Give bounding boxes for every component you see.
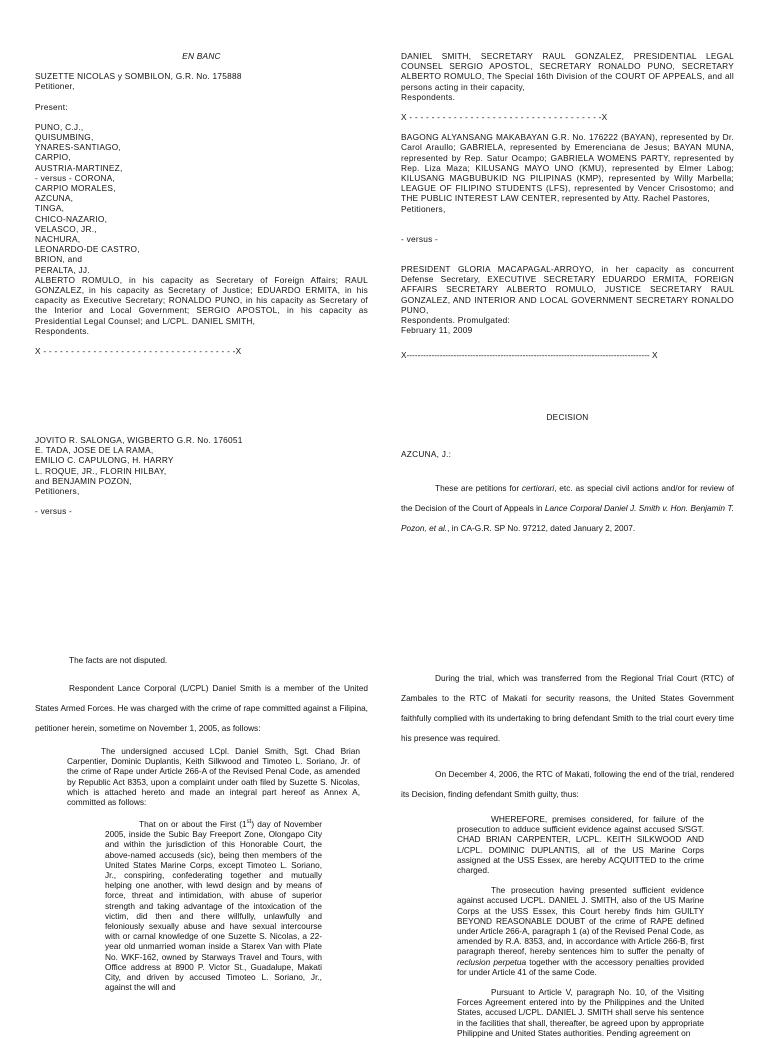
justice-line: CARPIO MORALES, [35, 183, 116, 194]
salonga-line: L. ROQUE, JR., FLORIN HILBAY, [35, 465, 167, 476]
prosecution-text-2: together with the accessory penalties provided for under Article 41 of the same Code. [457, 956, 704, 977]
prosecution-penalty: reclusion perpetua [457, 956, 527, 967]
petitioner-line: SUZETTE NICOLAS y SOMBILON, G.R. No. 175888 [35, 71, 242, 82]
bayan-petitioners-label: Petitioners, [401, 203, 446, 214]
justice-line: YNARES-SANTIAGO, [35, 142, 122, 153]
salonga-block [35, 435, 368, 516]
petitioner-label: Petitioner, [35, 81, 75, 92]
intro-certiorari: certiorari [521, 483, 555, 493]
information-block [105, 817, 322, 992]
intro-case-name: Lance Corporal Daniel J. Smith v. Hon. Benjamin T. Pozon, et al. [401, 503, 734, 533]
justice-line: AZCUNA, [35, 193, 74, 204]
intro-text-1: These are petitions for [435, 483, 522, 493]
bottom-right-column [401, 668, 734, 1038]
present-label: Present: [35, 101, 68, 112]
respondents-label-right: Respondents. [401, 91, 456, 102]
prosecution-paragraph [457, 885, 704, 977]
dispositive-block [457, 814, 704, 1038]
facts-line: The facts are not disputed. [69, 655, 168, 665]
top-left-column [35, 51, 368, 356]
respondents-paragraph: ALBERTO ROMULO, in his capacity as Secretary of Foreign Affairs; RAUL GONZALEZ, in his capacity as Secretary of Justice; EDUARDO ERMITA, in his capacity as Executive Secretary; RONALDO PUNO, in his capacity as Secretary of the Interior and Local Government; SERGIO APOSTOL, in his capacity as Presidential Legal Counsel; and L/CPL. DANIEL SMITH, [35, 274, 368, 326]
bottom-left-column [35, 650, 368, 992]
justice-line: CARPIO, [35, 152, 71, 163]
justice-line: CHICO-NAZARIO, [35, 213, 108, 224]
justice-line: VELASCO, JR., [35, 223, 97, 234]
pursuant-paragraph: Pursuant to Article V, paragraph No. 10, of the Visiting Forces Agreement entered into by the Philippines and the United States, accused L/CPL. DANIEL J. SMITH shall serve his sentence in the facilities that shall, thereafter, be agreed upon by appropriate Philippine and United States authorities. Pending agreement on [457, 987, 704, 1038]
respondents-label: Respondents. [35, 325, 90, 336]
trial-paragraph: During the trial, which was transferred from the Regional Trial Court (RTC) of Zambales to the RTC of Makati for security reasons, the United States Government faithfully complied with its undertaking to bring defendant Smith to the trial court every time his presence was required. [401, 673, 734, 743]
top-right-column [401, 51, 734, 335]
separator-right: X - - - - - - - - - - - - - - - - - - - - - - - - - - - - - - - - - - -X [401, 112, 608, 123]
information-paragraph [105, 817, 322, 992]
respondents-paragraph-right: DANIEL SMITH, SECRETARY RAUL GONZALEZ, PRESIDENTIAL LEGAL COUNSEL SERGIO APOSTOL, SECRETARY RONALDO PUNO, SECRETARY ALBERTO ROMULO, The Special 16th Division of the COURT OF APPEALS, and all persons acting in their capacity, [401, 51, 734, 92]
wherefore-paragraph: WHEREFORE, premises considered, for failure of the prosecution to adduce sufficient evidence against accused S/SGT. CHAD BRIAN CARPENTER, L/CPL. KEITH SILKWOOD AND L/CPL. DOMINIC DUPLANTIS, all of the US Marine Corps assigned at the USS Essex, are hereby ACQUITTED to the crime charged. [457, 814, 704, 876]
info-text-1: That on or about the First (1 [139, 818, 247, 829]
complaint-paragraph: The undersigned accused LCpl. Daniel Smith, Sgt. Chad Brian Carpentier, Dominic Duplantis, Keith Silkwood and Timoteo L. Soriano, Jr. of the crime of Rape under Article 266-A of the Revised Penal Code, as amended by Republic Act 8353, upon a complaint under oath filed by Suzette S. Nicolas, which is attached hereto and made an integral part hereof as Annex A, committed as follows: [67, 746, 360, 808]
salonga-petitioners-list [35, 435, 368, 486]
salonga-line: and BENJAMIN POZON, [35, 475, 132, 486]
justice-line: PERALTA, JJ. [35, 264, 90, 275]
justice-line: PUNO, C.J., [35, 121, 84, 132]
rtc-decision-paragraph: On December 4, 2006, the RTC of Makati, following the end of the trial, rendered its Decision, finding defendant Smith guilty, thus: [401, 769, 734, 799]
justice-line: BRION, and [35, 254, 83, 265]
justice-line: LEONARDO-DE CASTRO, [35, 244, 140, 255]
salonga-line: JOVITO R. SALONGA, WIGBERTO G.R. No. 176051 [35, 435, 243, 445]
complaint-block [67, 746, 360, 807]
info-text-2: ) day of November 2005, inside the Subic Bay Freeport Zone, Olongapo City and within the jurisdiction of this Honorable Court, the above-named accuseds (sic), being then members of the United States Marine Corps, except Timoteo L. Soriano, Jr., conspiring, confederating together and mutually helping one another, with lewd design and by means of force, threat and intimidation, with abuse of superior strength and taking advantage of the intoxication of the victim, did then and there willfully, unlawfully and feloniously sexually abuse and have sexual intercourse with or carnal knowledge of one Suzette S. Nicolas, a 22-year old unmarried woman inside a Starex Van with Plate No. WKF-162, owned by Starways Travel and Tours, with Office address at 8900 P. Victor St., Guadalupe, Makati City, and driven by accused Timoteo L. Soriano, Jr., against the will and [105, 818, 323, 993]
info-superscript: st [246, 819, 252, 826]
ponente: AZCUNA, J.: [401, 449, 452, 459]
salonga-line: EMILIO C. CAPULONG, H. HARRY [35, 455, 174, 466]
salonga-line: E. TADA, JOSE DE LA RAMA, [35, 445, 154, 456]
promulgation-date: February 11, 2009 [401, 325, 473, 336]
bayan-paragraph: BAGONG ALYANSANG MAKABAYAN G.R. No. 176222 (BAYAN), represented by Dr. Carol Araullo; GABRIELA, represented by Emerenciana de Jesus; BAYAN MUNA, represented by Rep. Satur Ocampo; GABRIELA WOMENS PARTY, represented by Rep. Liza Maza; KILUSANG MAYO UNO (KMU), represented by Elmer Labog; KILUSANG MAGBUBUKID NG PILIPINAS (KMP), represented by Willy Marbella; LEAGUE OF FILIPINO STUDENTS (LFS), represented by Vencer Crisostomo; and THE PUBLIC INTEREST LAW CENTER, represented by Atty. Rachel Pastores, [401, 132, 734, 204]
justices-list [35, 122, 368, 275]
salonga-petitioners-label: Petitioners, [35, 486, 80, 497]
respondent-smith-paragraph: Respondent Lance Corporal (L/CPL) Daniel Smith is a member of the United States Armed Forces. He was charged with the crime of rape committed against a Filipina, petitioner herein, sometime on November 1, 2005, as follows: [35, 683, 368, 733]
justice-line: - versus - CORONA, [35, 172, 116, 183]
versus-label: - versus - [35, 506, 73, 517]
president-paragraph: PRESIDENT GLORIA MACAPAGAL-ARROYO, in her capacity as concurrent Defense Secretary, EXECUTIVE SECRETARY EDUARDO ERMITA, FOREIGN AFFAIRS SECRETARY ALBERTO ROMULO, JUSTICE SECRETARY RAUL GONZALEZ, AND INTERIOR AND LOCAL GOVERNMENT SECRETARY RONALDO PUNO, [401, 264, 734, 315]
promulgated-line: Respondents. Promulgated: [401, 315, 511, 326]
intro-text-3: , in CA-G.R. SP No. 97212, dated January 2, 2007. [447, 523, 636, 533]
justice-line: QUISUMBING, [35, 132, 94, 143]
separator-long: X---------------------------------------------------------------------------------------- X [401, 350, 658, 360]
separator: X - - - - - - - - - - - - - - - - - - - - - - - - - - - - - - - - - - -X [35, 346, 242, 357]
decision-heading: DECISION [546, 412, 589, 422]
versus-label-right: - versus - [401, 233, 439, 244]
intro-text-2: , etc. as special civil actions and/or for review of the Decision of the Court of Appeals in [401, 483, 735, 513]
intro-paragraph [401, 478, 734, 538]
justice-line: TINGA, [35, 203, 65, 214]
en-banc-heading: EN BANC [182, 51, 221, 61]
justice-line: NACHURA, [35, 234, 81, 245]
prosecution-text-1: The prosecution having presented sufficient evidence against accused L/CPL. DANIEL J. SMITH, also of the US Marine Corps at the USS Essex, this Court hereby finds him GUILTY BEYOND REASONABLE DOUBT of the crime of RAPE defined under Article 266-A, paragraph 1 (a) of the Revised Penal Code, as amended by R.A. 8353, and, in accordance with Article 266-B, first paragraph thereof, hereby sentences him to suffer the penalty of [457, 885, 704, 957]
justice-line: AUSTRIA-MARTINEZ, [35, 162, 123, 173]
